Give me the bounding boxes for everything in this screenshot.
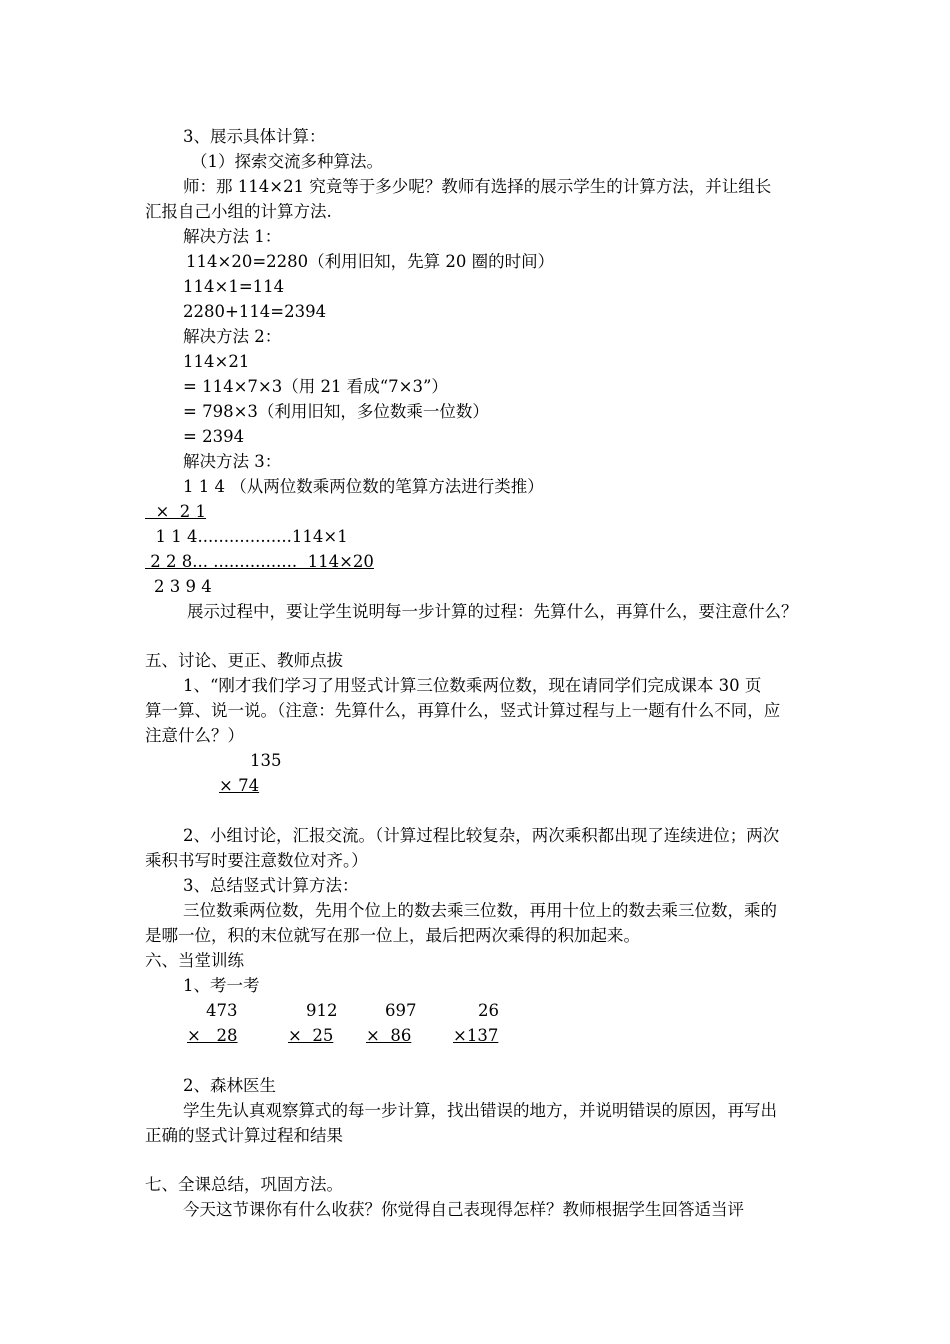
forest-doctor-text: 学生先认真观察算式的每一步计算，找出错误的地方，并说明错误的原因，再写出	[183, 1101, 777, 1120]
method-2-step-3: = 798×3（利用旧知，多位数乘一位数）	[183, 402, 489, 421]
method-3-multiplier: × 2 1	[145, 502, 207, 521]
exercise-2-multiplicand: 912	[306, 1001, 338, 1020]
section-5-heading: 五、讨论、更正、教师点拔	[145, 651, 343, 670]
paragraph-show-process: 展示过程中，要让学生说明每一步计算的过程：先算什么，再算什么，要注意什么？	[187, 602, 798, 621]
section-5-item-3: 3、总结竖式计算方法：	[183, 876, 359, 895]
method-2-step-2: = 114×7×3（用 21 看成“7×3”）	[183, 377, 448, 396]
method-1-heading: 解决方法 1：	[183, 227, 282, 246]
section-5-item-1-cont-2: 注意什么？）	[145, 726, 244, 745]
method-1-step-3: 2280+114=2394	[183, 302, 327, 321]
exercise-1-multiplicand: 473	[206, 1001, 238, 1020]
method-summary-cont: 是哪一位，积的末位就写在那一位上，最后把两次乘得的积加起来。	[145, 926, 640, 945]
method-1-step-2: 114×1=114	[183, 277, 285, 296]
section-5-item-2-cont: 乘积书写时要注意数位对齐。）	[145, 851, 368, 870]
method-3-partial-2: 2 2 8... ................ 114×20	[145, 552, 374, 571]
subsection-1-heading: （1）探索交流多种算法。	[191, 152, 383, 171]
exercise-4-multiplicand: 26	[478, 1001, 499, 1020]
problem-135-multiplicand: 135	[250, 751, 282, 770]
method-2-step-1: 114×21	[183, 352, 250, 371]
section-6-item-2: 2、森林医生	[183, 1076, 276, 1095]
exercise-4-multiplier: ×137	[453, 1026, 499, 1045]
method-summary: 三位数乘两位数，先用个位上的数去乘三位数，再用十位上的数去乘三位数，乘的	[183, 901, 777, 920]
exercise-1-multiplier: × 28	[187, 1026, 238, 1045]
exercise-2-multiplier: × 25	[288, 1026, 334, 1045]
summary-paragraph: 今天这节课你有什么收获？你觉得自己表现得怎样？教师根据学生回答适当评	[183, 1200, 744, 1219]
section-7-heading: 七、全课总结，巩固方法。	[145, 1175, 343, 1194]
paragraph-teacher-question: 师：那 114×21 究竟等于多少呢？教师有选择的展示学生的计算方法，并让组长	[183, 177, 772, 196]
method-3-result: 2 3 9 4	[154, 577, 212, 596]
section-5-item-2: 2、小组讨论，汇报交流。（计算过程比较复杂，两次乘积都出现了连续进位；两次	[183, 826, 780, 845]
method-2-heading: 解决方法 2：	[183, 327, 282, 346]
method-1-step-1: 114×20=2280（利用旧知，先算 20 圈的时间）	[186, 252, 555, 271]
exercise-3-multiplier: × 86	[366, 1026, 412, 1045]
section-6-item-1: 1、考一考	[183, 976, 260, 995]
section-5-item-1: 1、“刚才我们学习了用竖式计算三位数乘两位数，现在请同学们完成课本 30 页	[183, 676, 762, 695]
method-3-multiplicand: 1 1 4 （从两位数乘两位数的笔算方法进行类推）	[183, 477, 544, 496]
method-3-partial-1: 1 1 4..................114×1	[145, 527, 348, 546]
problem-135-multiplier: × 74	[219, 776, 260, 795]
forest-doctor-text-cont: 正确的竖式计算过程和结果	[145, 1126, 343, 1145]
method-3-heading: 解决方法 3：	[183, 452, 282, 471]
paragraph-teacher-question-cont: 汇报自己小组的计算方法.	[145, 202, 332, 221]
section-6-heading: 六、当堂训练	[145, 951, 244, 970]
section-3-heading: 3、展示具体计算：	[183, 127, 326, 146]
section-5-item-1-cont: 算一算、说一说。（注意：先算什么，再算什么，竖式计算过程与上一题有什么不同，应	[145, 701, 781, 720]
method-2-step-4: = 2394	[183, 427, 245, 446]
exercise-3-multiplicand: 697	[385, 1001, 417, 1020]
